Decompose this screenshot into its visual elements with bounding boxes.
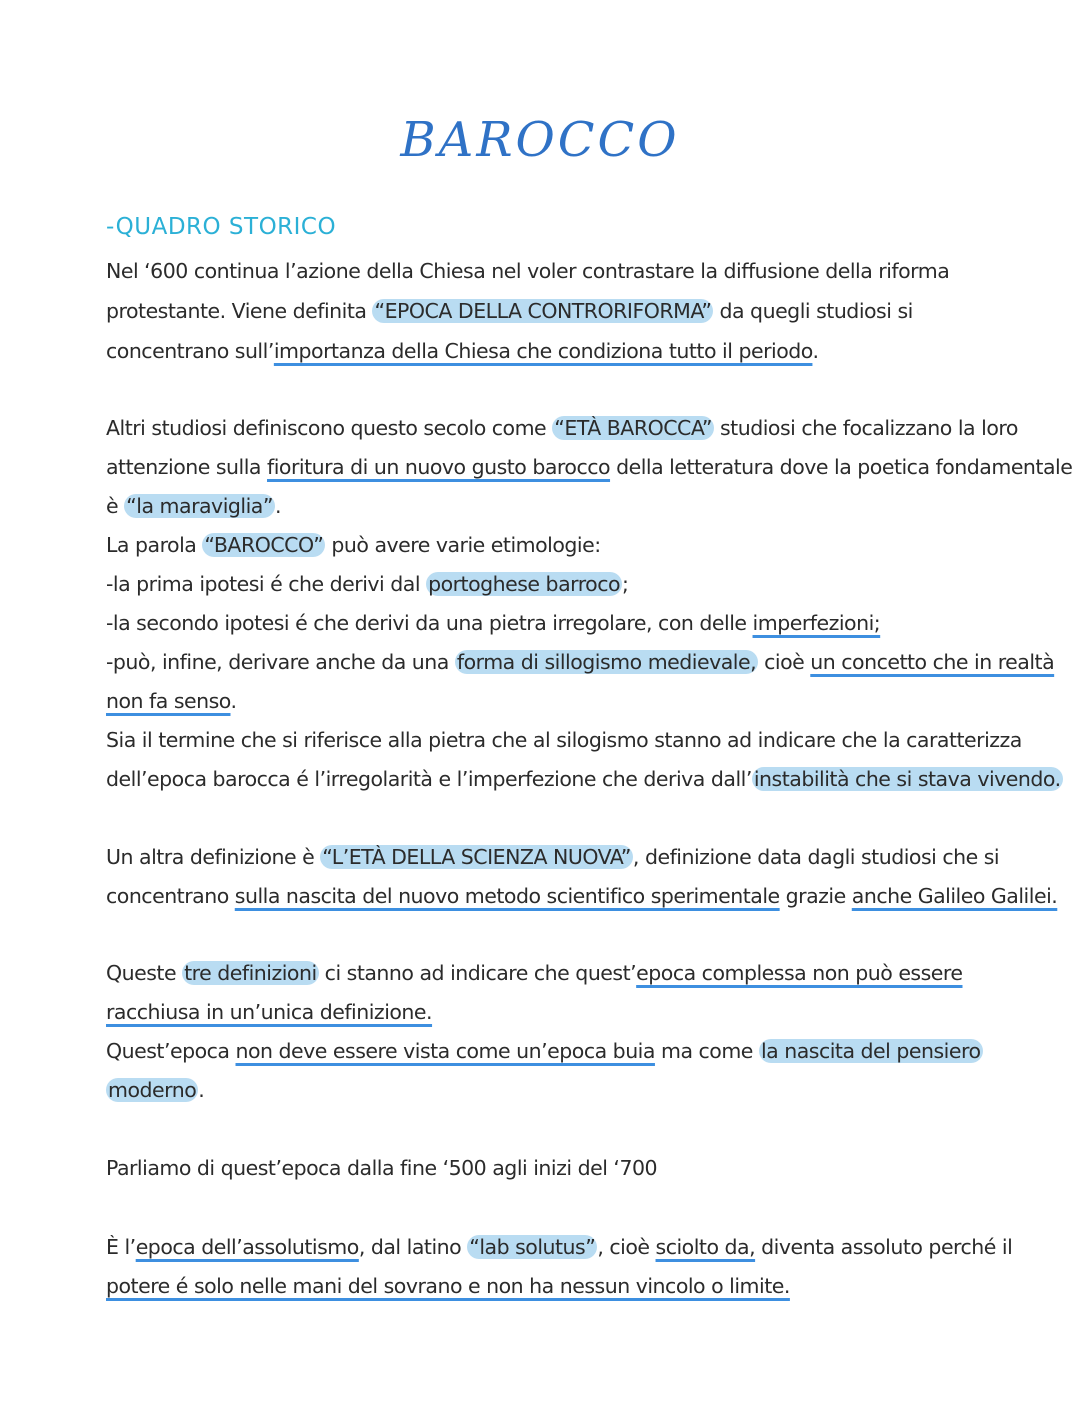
text-line: [106, 1036, 983, 1066]
text-line: [106, 1271, 790, 1301]
text-line: [106, 1075, 204, 1105]
text-span: attenzione sulla: [106, 455, 268, 479]
text-span: .: [812, 339, 819, 363]
text-span: è: [106, 494, 125, 518]
text-span: Sia il termine che si riferisce alla pietra che al silogismo stanno ad indicare che la caratterizza: [106, 728, 1022, 752]
underlined-text: potere é solo nelle mani del sovrano e non ha nessun vincolo o limite.: [106, 1274, 790, 1298]
highlight: “ETÀ BAROCCA”: [554, 416, 712, 440]
highlight: tre definizioni: [184, 961, 317, 985]
text-span: dell’epoca barocca é l’irregolarità e l’imperfezione che deriva dall’: [106, 767, 752, 791]
text-span: della letteratura dove la poetica fondamentale: [610, 455, 1073, 479]
text-span: Parliamo di quest’epoca dalla fine ‘500 agli inizi del ‘700: [106, 1156, 658, 1180]
underlined-text: non fa senso: [106, 689, 231, 713]
text-span: concentrano: [106, 884, 235, 908]
text-line: [106, 881, 1057, 911]
text-span: grazie: [779, 884, 852, 908]
highlight: “lab solutus”: [469, 1235, 596, 1259]
text-line: [106, 296, 913, 326]
underlined-text: sulla nascita del nuovo metodo scientifico sperimentale: [234, 884, 780, 908]
underlined-text: importanza della Chiesa che condiziona tutto il periodo: [273, 339, 813, 363]
text-line: [106, 1232, 1012, 1262]
text-span: , definizione data dagli studiosi che si: [632, 845, 1000, 869]
text-span: Nel ‘600 continua l’azione della Chiesa nel voler contrastare la diffusione della riforma: [106, 259, 950, 283]
underlined-text: fioritura di un nuovo gusto barocco: [267, 455, 611, 479]
text-span: cioè: [758, 650, 811, 674]
underlined-text: sciolto da,: [655, 1235, 756, 1259]
text-span: È l’: [106, 1235, 136, 1259]
text-line: [106, 491, 281, 521]
text-line: [106, 452, 1072, 482]
highlight: “EPOCA DELLA CONTRORIFORMA”: [374, 299, 712, 323]
text-line: [106, 336, 818, 366]
text-line: [106, 530, 601, 560]
highlight: moderno: [108, 1078, 197, 1102]
text-span: da quegli studiosi si: [713, 299, 913, 323]
text-span: concentrano sull’: [106, 339, 274, 363]
text-line: [106, 569, 628, 599]
text-span: -la prima ipotesi é che derivi dal: [106, 572, 427, 596]
underlined-text: un concetto che in realtà: [810, 650, 1055, 674]
highlight: forma di sillogismo medievale,: [456, 650, 757, 674]
section-heading: -QUADRO STORICO: [106, 214, 337, 240]
text-line: [106, 725, 1022, 755]
highlight: instabilità che si stava vivendo.: [753, 767, 1061, 791]
text-span: Altri studiosi definiscono questo secolo come: [106, 416, 553, 440]
text-span: Quest’epoca: [106, 1039, 236, 1063]
underlined-text: epoca dell’assolutismo: [135, 1235, 359, 1259]
text-span: ci stanno ad indicare che quest’: [318, 961, 637, 985]
text-span: La parola: [106, 533, 203, 557]
page-title: BAROCCO: [400, 112, 680, 168]
text-span: ;: [622, 572, 629, 596]
text-line: [106, 997, 432, 1027]
text-span: .: [230, 689, 237, 713]
text-line: [106, 958, 963, 988]
text-span: -la secondo ipotesi é che derivi da una pietra irregolare, con delle: [106, 611, 753, 635]
text-line: [106, 1153, 657, 1183]
highlight: “L’ETÀ DELLA SCIENZA NUOVA”: [322, 845, 631, 869]
text-span: protestante. Viene definita: [106, 299, 373, 323]
text-span: Queste: [106, 961, 183, 985]
text-span: può avere varie etimologie:: [325, 533, 601, 557]
text-line: [106, 764, 1063, 794]
highlight: “la maraviglia”: [126, 494, 273, 518]
text-span: Un altra definizione è: [106, 845, 321, 869]
text-span: .: [274, 494, 282, 518]
text-line: [106, 842, 999, 872]
underlined-text: imperfezioni;: [752, 611, 881, 635]
text-span: studiosi che focalizzano la loro: [713, 416, 1018, 440]
text-span: , cioè: [597, 1235, 656, 1259]
text-span: -può, infine, derivare anche da una: [106, 650, 455, 674]
underlined-text: anche Galileo Galilei.: [851, 884, 1058, 908]
text-span: , dal latino: [358, 1235, 468, 1259]
text-line: [106, 413, 1018, 443]
text-line: [106, 608, 880, 638]
text-span: diventa assoluto perché il: [755, 1235, 1013, 1259]
highlight: portoghese barroco: [428, 572, 621, 596]
highlight: la nascita del pensiero: [760, 1039, 981, 1063]
underlined-text: racchiusa in un’unica definizione.: [106, 1000, 433, 1024]
underlined-text: non deve essere vista come un’epoca buia: [235, 1039, 655, 1063]
text-line: [106, 256, 949, 286]
text-span: ma come: [654, 1039, 759, 1063]
highlight: “BAROCCO”: [204, 533, 324, 557]
text-span: .: [198, 1078, 205, 1102]
underlined-text: epoca complessa non può essere: [636, 961, 963, 985]
text-line: [106, 686, 237, 716]
text-line: [106, 647, 1054, 677]
